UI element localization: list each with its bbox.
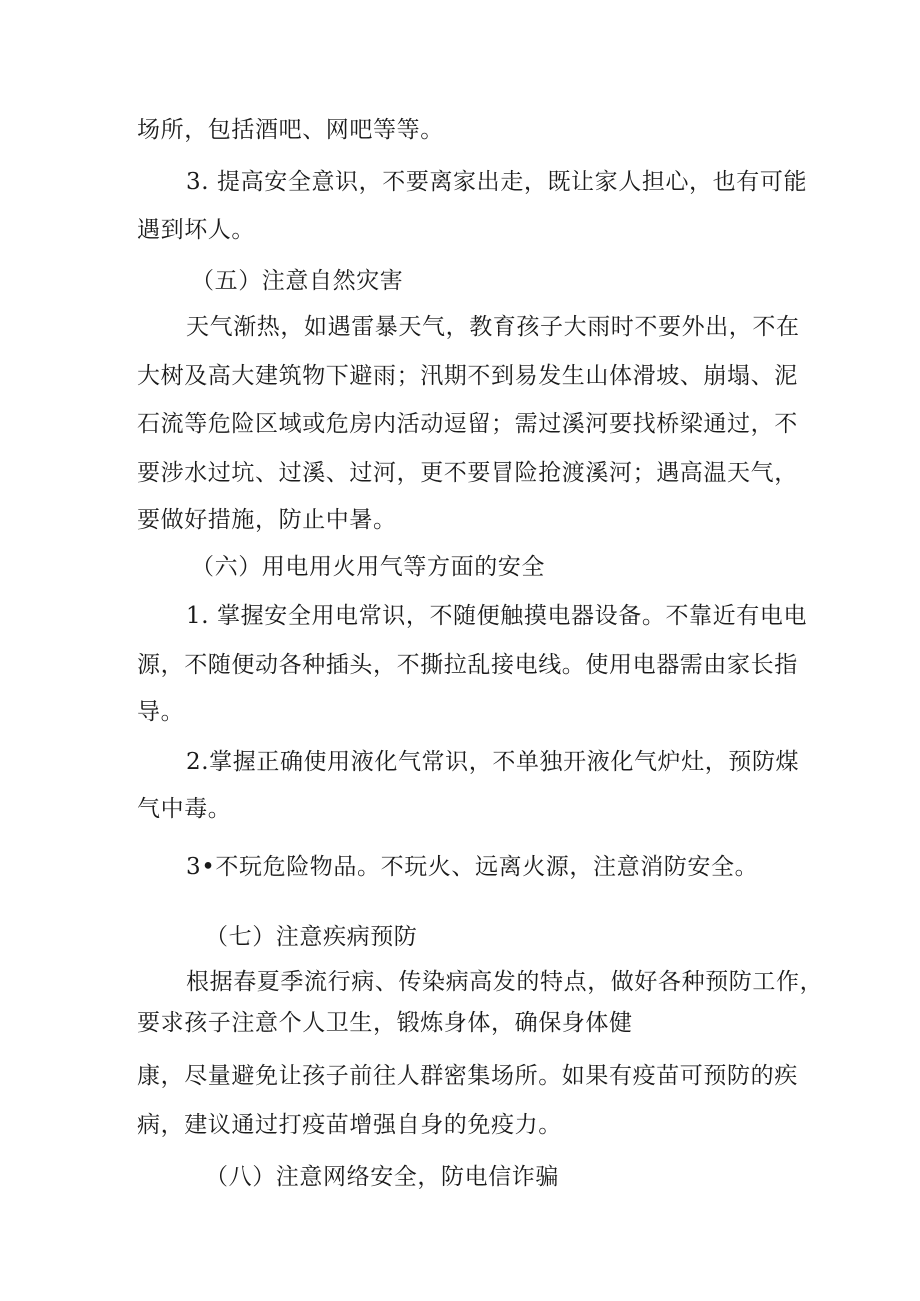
text-line-9: 要做好措施，防止中暑。 — [137, 507, 397, 533]
text-line-3: 遇到坏人。 — [137, 217, 255, 243]
section-heading-6: （六）用电用火用气等方面的安全 — [191, 554, 545, 580]
text-line-2: 3. 提高安全意识，不要离家出走，既让家人担心，也有可能 — [186, 169, 808, 195]
text-line-15: 气中毒。 — [137, 796, 232, 822]
text-line-11: 1. 掌握安全用电常识，不随便触摸电器设备。不靠近有电电 — [186, 603, 808, 629]
text-line-19: 要求孩子注意个人卫生，锻炼身体，确保身体健 — [137, 1010, 633, 1036]
text-line-12: 源，不随便动各种插头，不撕拉乱接电线。使用电器需由家长指 — [137, 652, 798, 678]
text-line-1: 场所，包括酒吧、网吧等等。 — [137, 117, 444, 143]
text-line-18: 根据春夏季流行病、传染病高发的特点，做好各种预防工作， — [186, 969, 824, 995]
text-line-7: 石流等危险区域或危房内活动逗留；需过溪河要找桥梁通过，不 — [137, 411, 798, 437]
text-line-16: 3•不玩危险物品。不玩火、远离火源，注意消防安全。 — [186, 854, 759, 880]
text-line-14: 2.掌握正确使用液化气常识，不单独开液化气炉灶，预防煤 — [186, 749, 800, 775]
section-heading-7: （七）注意疾病预防 — [205, 924, 418, 950]
section-heading-5: （五）注意自然灾害 — [191, 268, 404, 294]
text-line-13: 导。 — [137, 699, 185, 725]
text-line-8: 要涉水过坑、过溪、过河，更不要冒险抢渡溪河；遇高温天气， — [137, 460, 798, 486]
text-line-6: 大树及高大建筑物下避雨；汛期不到易发生山体滑坡、崩塌、泥 — [137, 363, 798, 389]
text-line-5: 天气渐热，如遇雷暴天气，教育孩子大雨时不要外出，不在 — [186, 314, 800, 340]
text-line-20: 康，尽量避免让孩子前往人群密集场所。如果有疫苗可预防的疾 — [137, 1063, 798, 1089]
section-heading-8: （八）注意网络安全，防电信诈骗 — [205, 1164, 559, 1190]
text-line-21: 病，建议通过打疫苗增强自身的免疫力。 — [137, 1112, 562, 1138]
